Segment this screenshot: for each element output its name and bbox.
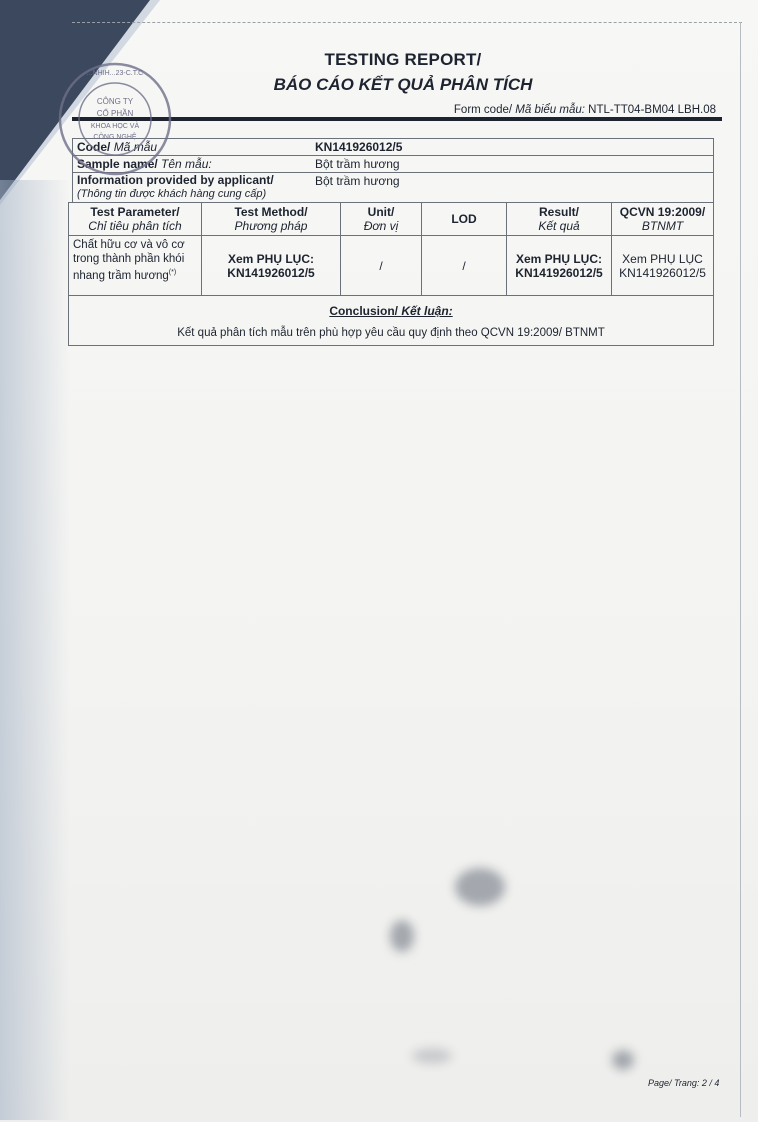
svg-text:KHOA HỌC VÀ: KHOA HỌC VÀ bbox=[90, 123, 140, 130]
svg-text:CÔNG TY: CÔNG TY bbox=[96, 97, 134, 106]
smudge-mark bbox=[412, 1048, 452, 1064]
code-label-vi: Mã mẫu bbox=[113, 140, 158, 154]
cell-parameter: Chất hữu cơ và vô cơ trong thành phần khói nhang trầm hương(*) bbox=[69, 236, 202, 296]
svg-text:...NHIH...23-C.T.C: ...NHIH...23-C.T.C bbox=[86, 70, 144, 77]
applicant-label-vi: (Thông tin được khách hàng cung cấp) bbox=[77, 188, 267, 200]
right-frame-line bbox=[740, 22, 741, 1117]
form-code: Form code/ Mã biểu mẫu: NTL-TT04-BM04 LBH.08 bbox=[453, 104, 716, 116]
conclusion-text: Kết quả phân tích mẫu trên phù hợp yêu cầu quy định theo QCVN 19:2009/ BTNMT bbox=[177, 327, 605, 339]
applicant-label: Information provided by applicant/ bbox=[77, 173, 274, 187]
svg-text:CỔ PHẦN: CỔ PHẦN bbox=[96, 109, 134, 118]
top-frame-line bbox=[72, 22, 742, 24]
report-title-vi: BÁO CÁO KẾT QUẢ PHÂN TÍCH bbox=[273, 75, 533, 94]
sample-label: Sample name/ bbox=[77, 157, 158, 171]
code-value: KN141926012/5 bbox=[311, 139, 714, 156]
results-table bbox=[68, 202, 714, 346]
svg-text:CÔNG NGHỆ: CÔNG NGHỆ bbox=[93, 134, 137, 141]
smudge-mark bbox=[390, 920, 414, 952]
cell-lod: / bbox=[422, 236, 507, 296]
company-stamp bbox=[56, 60, 174, 178]
col-header-method: Test Method/ Phương pháp bbox=[202, 203, 341, 236]
col-header-lod: LOD bbox=[422, 203, 507, 236]
cell-unit: / bbox=[341, 236, 422, 296]
col-header-qcvn: QCVN 19:2009/ BTNMT bbox=[612, 203, 714, 236]
cell-method: Xem PHỤ LỤC: KN141926012/5 bbox=[202, 236, 341, 296]
cell-qcvn: Xem PHỤ LỤC KN141926012/5 bbox=[612, 236, 714, 296]
conclusion-row bbox=[69, 296, 714, 346]
page-number: Page/ Trang: 2 / 4 bbox=[648, 1078, 720, 1088]
results-header-row bbox=[69, 203, 714, 236]
col-header-unit: Unit/ Đơn vị bbox=[341, 203, 422, 236]
table-row bbox=[69, 236, 714, 296]
smudge-mark bbox=[612, 1050, 634, 1070]
conclusion-title: Conclusion/ Kết luận: bbox=[329, 304, 453, 318]
col-header-parameter: Test Parameter/ Chỉ tiêu phân tích bbox=[69, 203, 202, 236]
report-title-en: TESTING REPORT/ bbox=[324, 50, 482, 69]
sample-value: Bột trầm hương bbox=[311, 156, 714, 173]
code-label: Code/ bbox=[77, 140, 111, 154]
sample-label-vi: Tên mẫu: bbox=[161, 157, 212, 171]
smudge-mark bbox=[455, 868, 505, 906]
cell-result: Xem PHỤ LỤC: KN141926012/5 bbox=[507, 236, 612, 296]
applicant-value: Bột trầm hương bbox=[311, 173, 714, 203]
left-edge-shadow bbox=[0, 180, 70, 1120]
col-header-result: Result/ Kết quả bbox=[507, 203, 612, 236]
